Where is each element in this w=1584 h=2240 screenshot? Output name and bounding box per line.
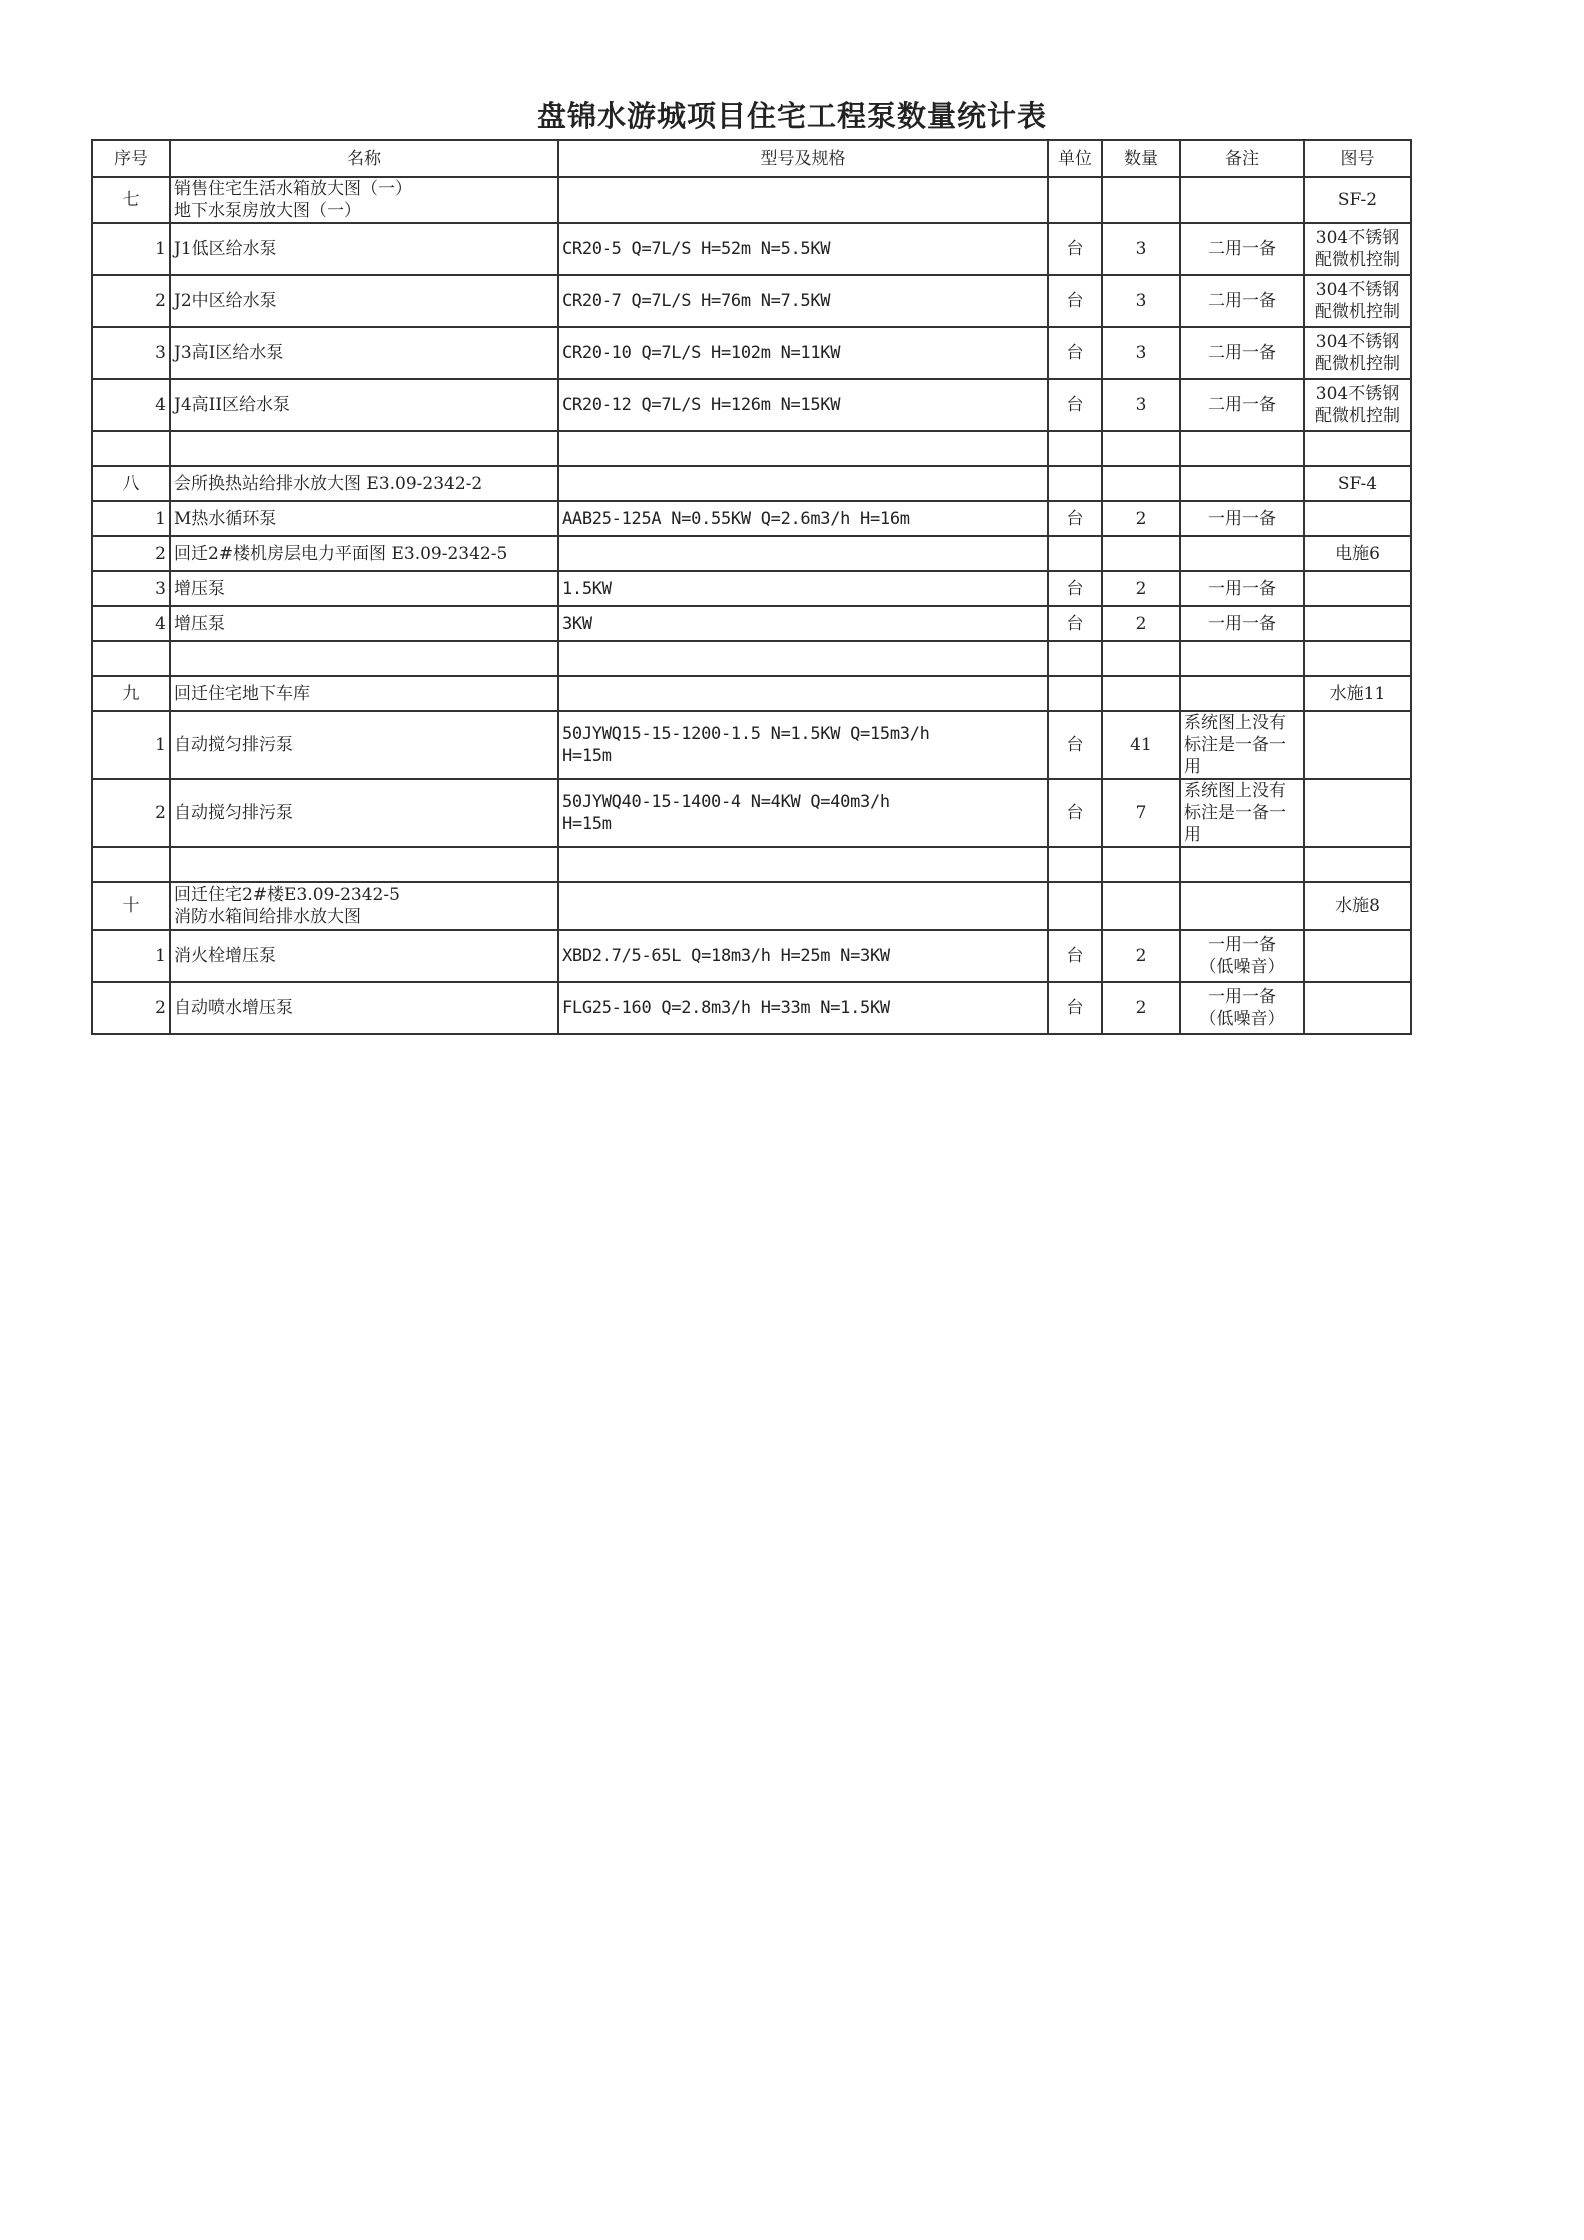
item-drawing — [1304, 571, 1411, 606]
item-remark — [1180, 536, 1304, 571]
item-name: J2中区给水泵 — [170, 275, 558, 327]
item-remark: 一用一备 — [1180, 501, 1304, 536]
section-no: 八 — [92, 466, 170, 501]
item-qty: 2 — [1102, 930, 1180, 982]
item-no: 1 — [92, 223, 170, 275]
item-remark: 系统图上没有 标注是一备一 用 — [1180, 779, 1304, 847]
table-row — [92, 379, 1411, 431]
table-row — [92, 779, 1411, 847]
item-qty: 3 — [1102, 327, 1180, 379]
item-remark: 一用一备 — [1180, 606, 1304, 641]
item-spec: AAB25-125A N=0.55KW Q=2.6m3/h H=16m — [558, 501, 1048, 536]
item-name: 消火栓增压泵 — [170, 930, 558, 982]
item-remark: 一用一备 （低噪音） — [1180, 982, 1304, 1034]
item-no: 1 — [92, 930, 170, 982]
item-remark: 二用一备 — [1180, 275, 1304, 327]
spacer-row — [92, 431, 1411, 466]
page-title: 盘锦水游城项目住宅工程泵数量统计表 — [536, 99, 1047, 133]
header-drawing: 图号 — [1304, 140, 1411, 177]
item-qty: 41 — [1102, 711, 1180, 779]
item-qty: 3 — [1102, 223, 1180, 275]
item-drawing: 304不锈钢 配微机控制 — [1304, 379, 1411, 431]
item-unit: 台 — [1048, 275, 1102, 327]
section-drawing: SF-4 — [1304, 466, 1411, 501]
section-name: 销售住宅生活水箱放大图（一） 地下水泵房放大图（一） — [170, 177, 558, 223]
item-unit: 台 — [1048, 223, 1102, 275]
item-unit — [1048, 536, 1102, 571]
item-spec: CR20-12 Q=7L/S H=126m N=15KW — [558, 379, 1048, 431]
item-name: 增压泵 — [170, 606, 558, 641]
table-row — [92, 275, 1411, 327]
section-row — [92, 177, 1411, 223]
table-row — [92, 536, 1411, 571]
header-spec: 型号及规格 — [558, 140, 1048, 177]
item-unit: 台 — [1048, 501, 1102, 536]
table-row — [92, 571, 1411, 606]
item-name: M热水循环泵 — [170, 501, 558, 536]
section-drawing: 水施8 — [1304, 882, 1411, 930]
item-spec — [558, 536, 1048, 571]
item-no: 2 — [92, 779, 170, 847]
item-remark: 系统图上没有 标注是一备一 用 — [1180, 711, 1304, 779]
item-name: J1低区给水泵 — [170, 223, 558, 275]
item-drawing: 电施6 — [1304, 536, 1411, 571]
item-drawing — [1304, 606, 1411, 641]
item-no: 4 — [92, 606, 170, 641]
item-drawing: 304不锈钢 配微机控制 — [1304, 275, 1411, 327]
item-remark: 二用一备 — [1180, 327, 1304, 379]
item-spec: 50JYWQ15-15-1200-1.5 N=1.5KW Q=15m3/h H=15m — [558, 711, 1048, 779]
item-no: 2 — [92, 275, 170, 327]
item-qty — [1102, 536, 1180, 571]
section-row — [92, 676, 1411, 711]
section-name: 会所换热站给排水放大图 E3.09-2342-2 — [170, 466, 558, 501]
section-row — [92, 466, 1411, 501]
table-row — [92, 223, 1411, 275]
item-no: 4 — [92, 379, 170, 431]
item-unit: 台 — [1048, 982, 1102, 1034]
table-row — [92, 982, 1411, 1034]
item-drawing: 304不锈钢 配微机控制 — [1304, 327, 1411, 379]
pump-statistics-table — [91, 139, 1412, 1035]
section-name: 回迁住宅地下车库 — [170, 676, 558, 711]
item-qty: 2 — [1102, 606, 1180, 641]
section-no: 九 — [92, 676, 170, 711]
item-qty: 3 — [1102, 275, 1180, 327]
item-unit: 台 — [1048, 379, 1102, 431]
section-name: 回迁住宅2#楼E3.09-2342-5 消防水箱间给排水放大图 — [170, 882, 558, 930]
item-drawing — [1304, 779, 1411, 847]
header-unit: 单位 — [1048, 140, 1102, 177]
item-name: 自动搅匀排污泵 — [170, 779, 558, 847]
item-qty: 7 — [1102, 779, 1180, 847]
item-spec: 3KW — [558, 606, 1048, 641]
item-drawing — [1304, 930, 1411, 982]
item-name: 自动搅匀排污泵 — [170, 711, 558, 779]
item-unit: 台 — [1048, 930, 1102, 982]
item-remark: 二用一备 — [1180, 223, 1304, 275]
table-row — [92, 711, 1411, 779]
item-drawing: 304不锈钢 配微机控制 — [1304, 223, 1411, 275]
item-drawing — [1304, 501, 1411, 536]
item-no: 2 — [92, 536, 170, 571]
table-row — [92, 501, 1411, 536]
table-row — [92, 930, 1411, 982]
section-drawing: 水施11 — [1304, 676, 1411, 711]
item-qty: 3 — [1102, 379, 1180, 431]
item-qty: 2 — [1102, 501, 1180, 536]
item-spec: 1.5KW — [558, 571, 1048, 606]
header-remark: 备注 — [1180, 140, 1304, 177]
item-remark: 一用一备 （低噪音） — [1180, 930, 1304, 982]
item-remark: 二用一备 — [1180, 379, 1304, 431]
item-spec: FLG25-160 Q=2.8m3/h H=33m N=1.5KW — [558, 982, 1048, 1034]
item-qty: 2 — [1102, 982, 1180, 1034]
item-spec: CR20-5 Q=7L/S H=52m N=5.5KW — [558, 223, 1048, 275]
item-name: 回迁2#楼机房层电力平面图 E3.09-2342-5 — [170, 536, 558, 571]
section-row — [92, 882, 1411, 930]
item-drawing — [1304, 711, 1411, 779]
item-unit: 台 — [1048, 779, 1102, 847]
item-drawing — [1304, 982, 1411, 1034]
item-name: 增压泵 — [170, 571, 558, 606]
item-unit: 台 — [1048, 606, 1102, 641]
item-no: 1 — [92, 501, 170, 536]
spacer-row — [92, 641, 1411, 676]
item-name: J3高I区给水泵 — [170, 327, 558, 379]
header-no: 序号 — [92, 140, 170, 177]
item-no: 1 — [92, 711, 170, 779]
table-row — [92, 327, 1411, 379]
item-no: 3 — [92, 571, 170, 606]
section-drawing: SF-2 — [1304, 177, 1411, 223]
item-qty: 2 — [1102, 571, 1180, 606]
item-name: J4高II区给水泵 — [170, 379, 558, 431]
item-no: 3 — [92, 327, 170, 379]
item-name: 自动喷水增压泵 — [170, 982, 558, 1034]
item-unit: 台 — [1048, 327, 1102, 379]
header-qty: 数量 — [1102, 140, 1180, 177]
item-unit: 台 — [1048, 571, 1102, 606]
item-remark: 一用一备 — [1180, 571, 1304, 606]
item-spec: XBD2.7/5-65L Q=18m3/h H=25m N=3KW — [558, 930, 1048, 982]
spacer-row — [92, 847, 1411, 882]
header-name: 名称 — [170, 140, 558, 177]
item-unit: 台 — [1048, 711, 1102, 779]
item-spec: CR20-7 Q=7L/S H=76m N=7.5KW — [558, 275, 1048, 327]
item-no: 2 — [92, 982, 170, 1034]
section-no: 七 — [92, 177, 170, 223]
header-row — [92, 140, 1411, 177]
table-row — [92, 606, 1411, 641]
section-no: 十 — [92, 882, 170, 930]
item-spec: CR20-10 Q=7L/S H=102m N=11KW — [558, 327, 1048, 379]
item-spec: 50JYWQ40-15-1400-4 N=4KW Q=40m3/h H=15m — [558, 779, 1048, 847]
